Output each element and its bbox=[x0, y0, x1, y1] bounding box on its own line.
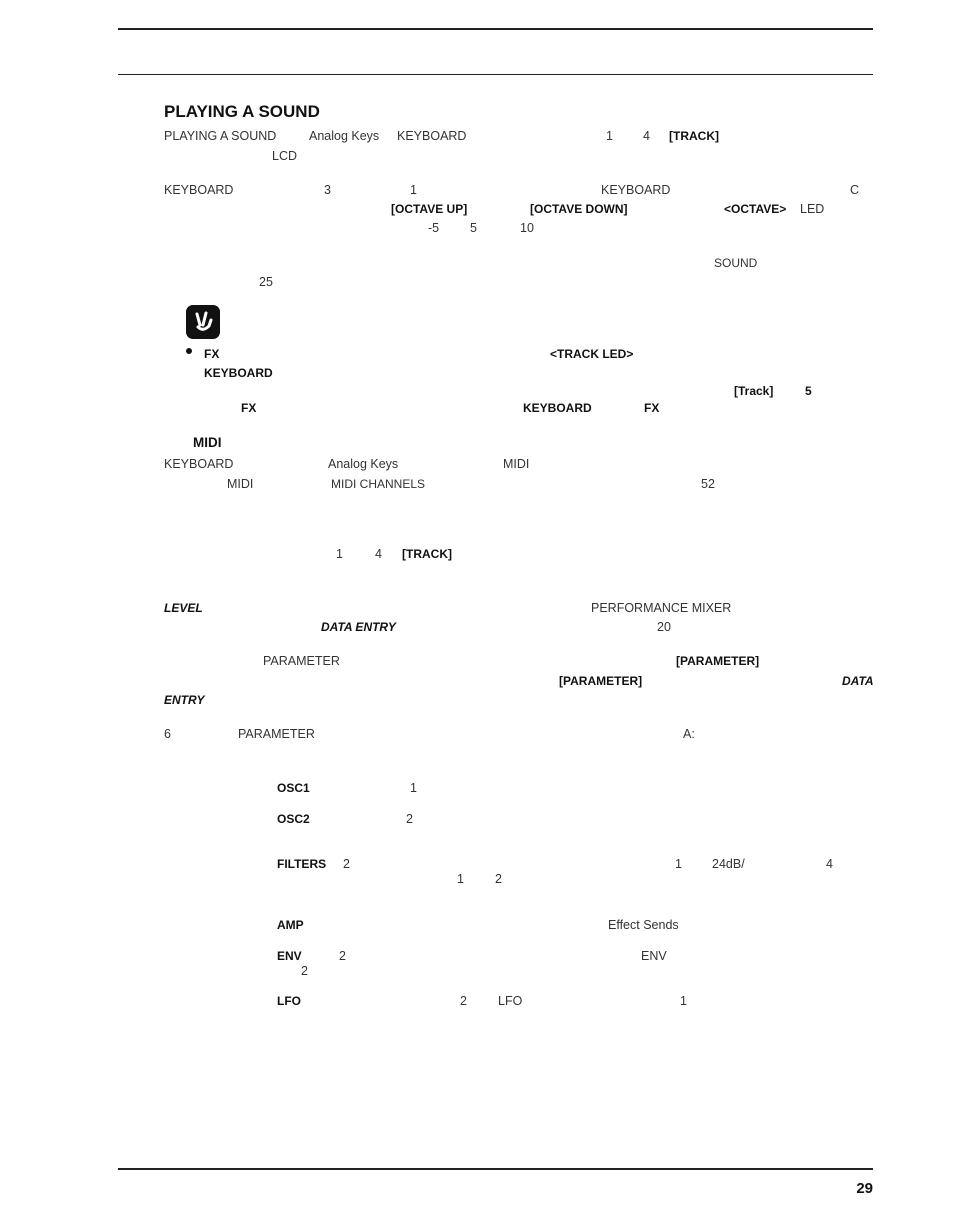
section-title: PLAYING A SOUND bbox=[164, 102, 320, 121]
list-filters-c: 24dB/ bbox=[712, 857, 745, 871]
list-amp: AMP bbox=[277, 918, 304, 932]
list-osc2-n: 2 bbox=[406, 812, 413, 826]
p7-data: DATA bbox=[842, 674, 874, 688]
p2-octave-up-key: [OCTAVE UP] bbox=[391, 202, 468, 216]
list-env-a: 2 bbox=[339, 949, 346, 963]
p4-d: MIDI bbox=[227, 477, 254, 491]
note-track-key: [Track] bbox=[734, 384, 774, 398]
p3-a: SOUND bbox=[714, 256, 758, 270]
p2-d: KEYBOARD bbox=[601, 183, 671, 197]
note-e: 5 bbox=[805, 384, 812, 398]
p6-d: 20 bbox=[657, 620, 671, 634]
p2-i: LED bbox=[800, 202, 825, 216]
p2-c: 1 bbox=[410, 183, 417, 197]
p2-octave-led: <OCTAVE> bbox=[724, 202, 787, 216]
p4-c: MIDI bbox=[503, 457, 530, 471]
p7-entry: ENTRY bbox=[164, 693, 205, 707]
p8-c: A: bbox=[683, 727, 695, 741]
p1-track-key: [TRACK] bbox=[669, 129, 719, 143]
footer-rule bbox=[118, 1168, 873, 1170]
list-filters-b: 1 bbox=[675, 857, 682, 871]
p4-f: 52 bbox=[701, 477, 715, 491]
p1-g: LCD bbox=[272, 149, 298, 163]
p2-b: 3 bbox=[324, 183, 331, 197]
list-osc1: OSC1 bbox=[277, 781, 310, 795]
list-lfo-a: 2 bbox=[460, 994, 467, 1008]
p8-b: PARAMETER bbox=[238, 727, 315, 741]
p2-k: 5 bbox=[470, 221, 477, 235]
note-h: FX bbox=[644, 401, 660, 415]
p2-e: C bbox=[850, 183, 860, 197]
p1-e: 4 bbox=[643, 129, 650, 143]
list-filters-e: 1 bbox=[457, 872, 464, 886]
list-filters-d: 4 bbox=[826, 857, 833, 871]
midi-title: MIDI bbox=[193, 435, 222, 450]
header-rule-top bbox=[118, 28, 873, 30]
p5-b: 4 bbox=[375, 547, 382, 561]
hand-icon bbox=[186, 305, 220, 339]
p1-b: Analog Keys bbox=[309, 129, 380, 143]
p1-a: PLAYING A SOUND bbox=[164, 129, 277, 143]
p8-a: 6 bbox=[164, 727, 171, 741]
p3-b: 25 bbox=[259, 275, 273, 289]
list-filters-f: 2 bbox=[495, 872, 502, 886]
p2-octave-down-key: [OCTAVE DOWN] bbox=[530, 202, 628, 216]
list-env-c: 2 bbox=[301, 964, 308, 978]
p1-c: KEYBOARD bbox=[397, 129, 467, 143]
note-track-led: <TRACK LED> bbox=[550, 347, 634, 361]
p7-a: PARAMETER bbox=[263, 654, 340, 668]
list-filters-a: 2 bbox=[343, 857, 350, 871]
note-g: KEYBOARD bbox=[523, 401, 592, 415]
list-osc1-n: 1 bbox=[410, 781, 417, 795]
p5-a: 1 bbox=[336, 547, 343, 561]
list-amp-a: Effect Sends bbox=[608, 918, 679, 932]
p6-b: PERFORMANCE MIXER bbox=[591, 601, 732, 615]
note-f: FX bbox=[241, 401, 257, 415]
p1-d: 1 bbox=[606, 129, 613, 143]
list-filters: FILTERS bbox=[277, 857, 327, 871]
list-osc2: OSC2 bbox=[277, 812, 310, 826]
p2-a: KEYBOARD bbox=[164, 183, 234, 197]
p6-level: LEVEL bbox=[164, 601, 203, 615]
header-rule-bottom bbox=[118, 74, 873, 75]
list-lfo-c: 1 bbox=[680, 994, 687, 1008]
list-lfo-b: LFO bbox=[498, 994, 523, 1008]
p4-b: Analog Keys bbox=[328, 457, 399, 471]
note-a: FX bbox=[204, 347, 220, 361]
p7-parameter-key-1: [PARAMETER] bbox=[676, 654, 760, 668]
note-c: KEYBOARD bbox=[204, 366, 273, 380]
p7-parameter-key-2: [PARAMETER] bbox=[559, 674, 643, 688]
p6-data-entry: DATA ENTRY bbox=[321, 620, 396, 634]
p4-midi-channels: MIDI CHANNELS bbox=[331, 477, 426, 491]
p4-a: KEYBOARD bbox=[164, 457, 234, 471]
list-env-b: ENV bbox=[641, 949, 667, 963]
note-bullet bbox=[186, 348, 192, 354]
p2-j: -5 bbox=[428, 221, 440, 235]
p5-track-key: [TRACK] bbox=[402, 547, 452, 561]
list-lfo: LFO bbox=[277, 994, 301, 1008]
p2-l: 10 bbox=[520, 221, 534, 235]
list-env: ENV bbox=[277, 949, 302, 963]
page-number: 29 bbox=[856, 1180, 873, 1197]
